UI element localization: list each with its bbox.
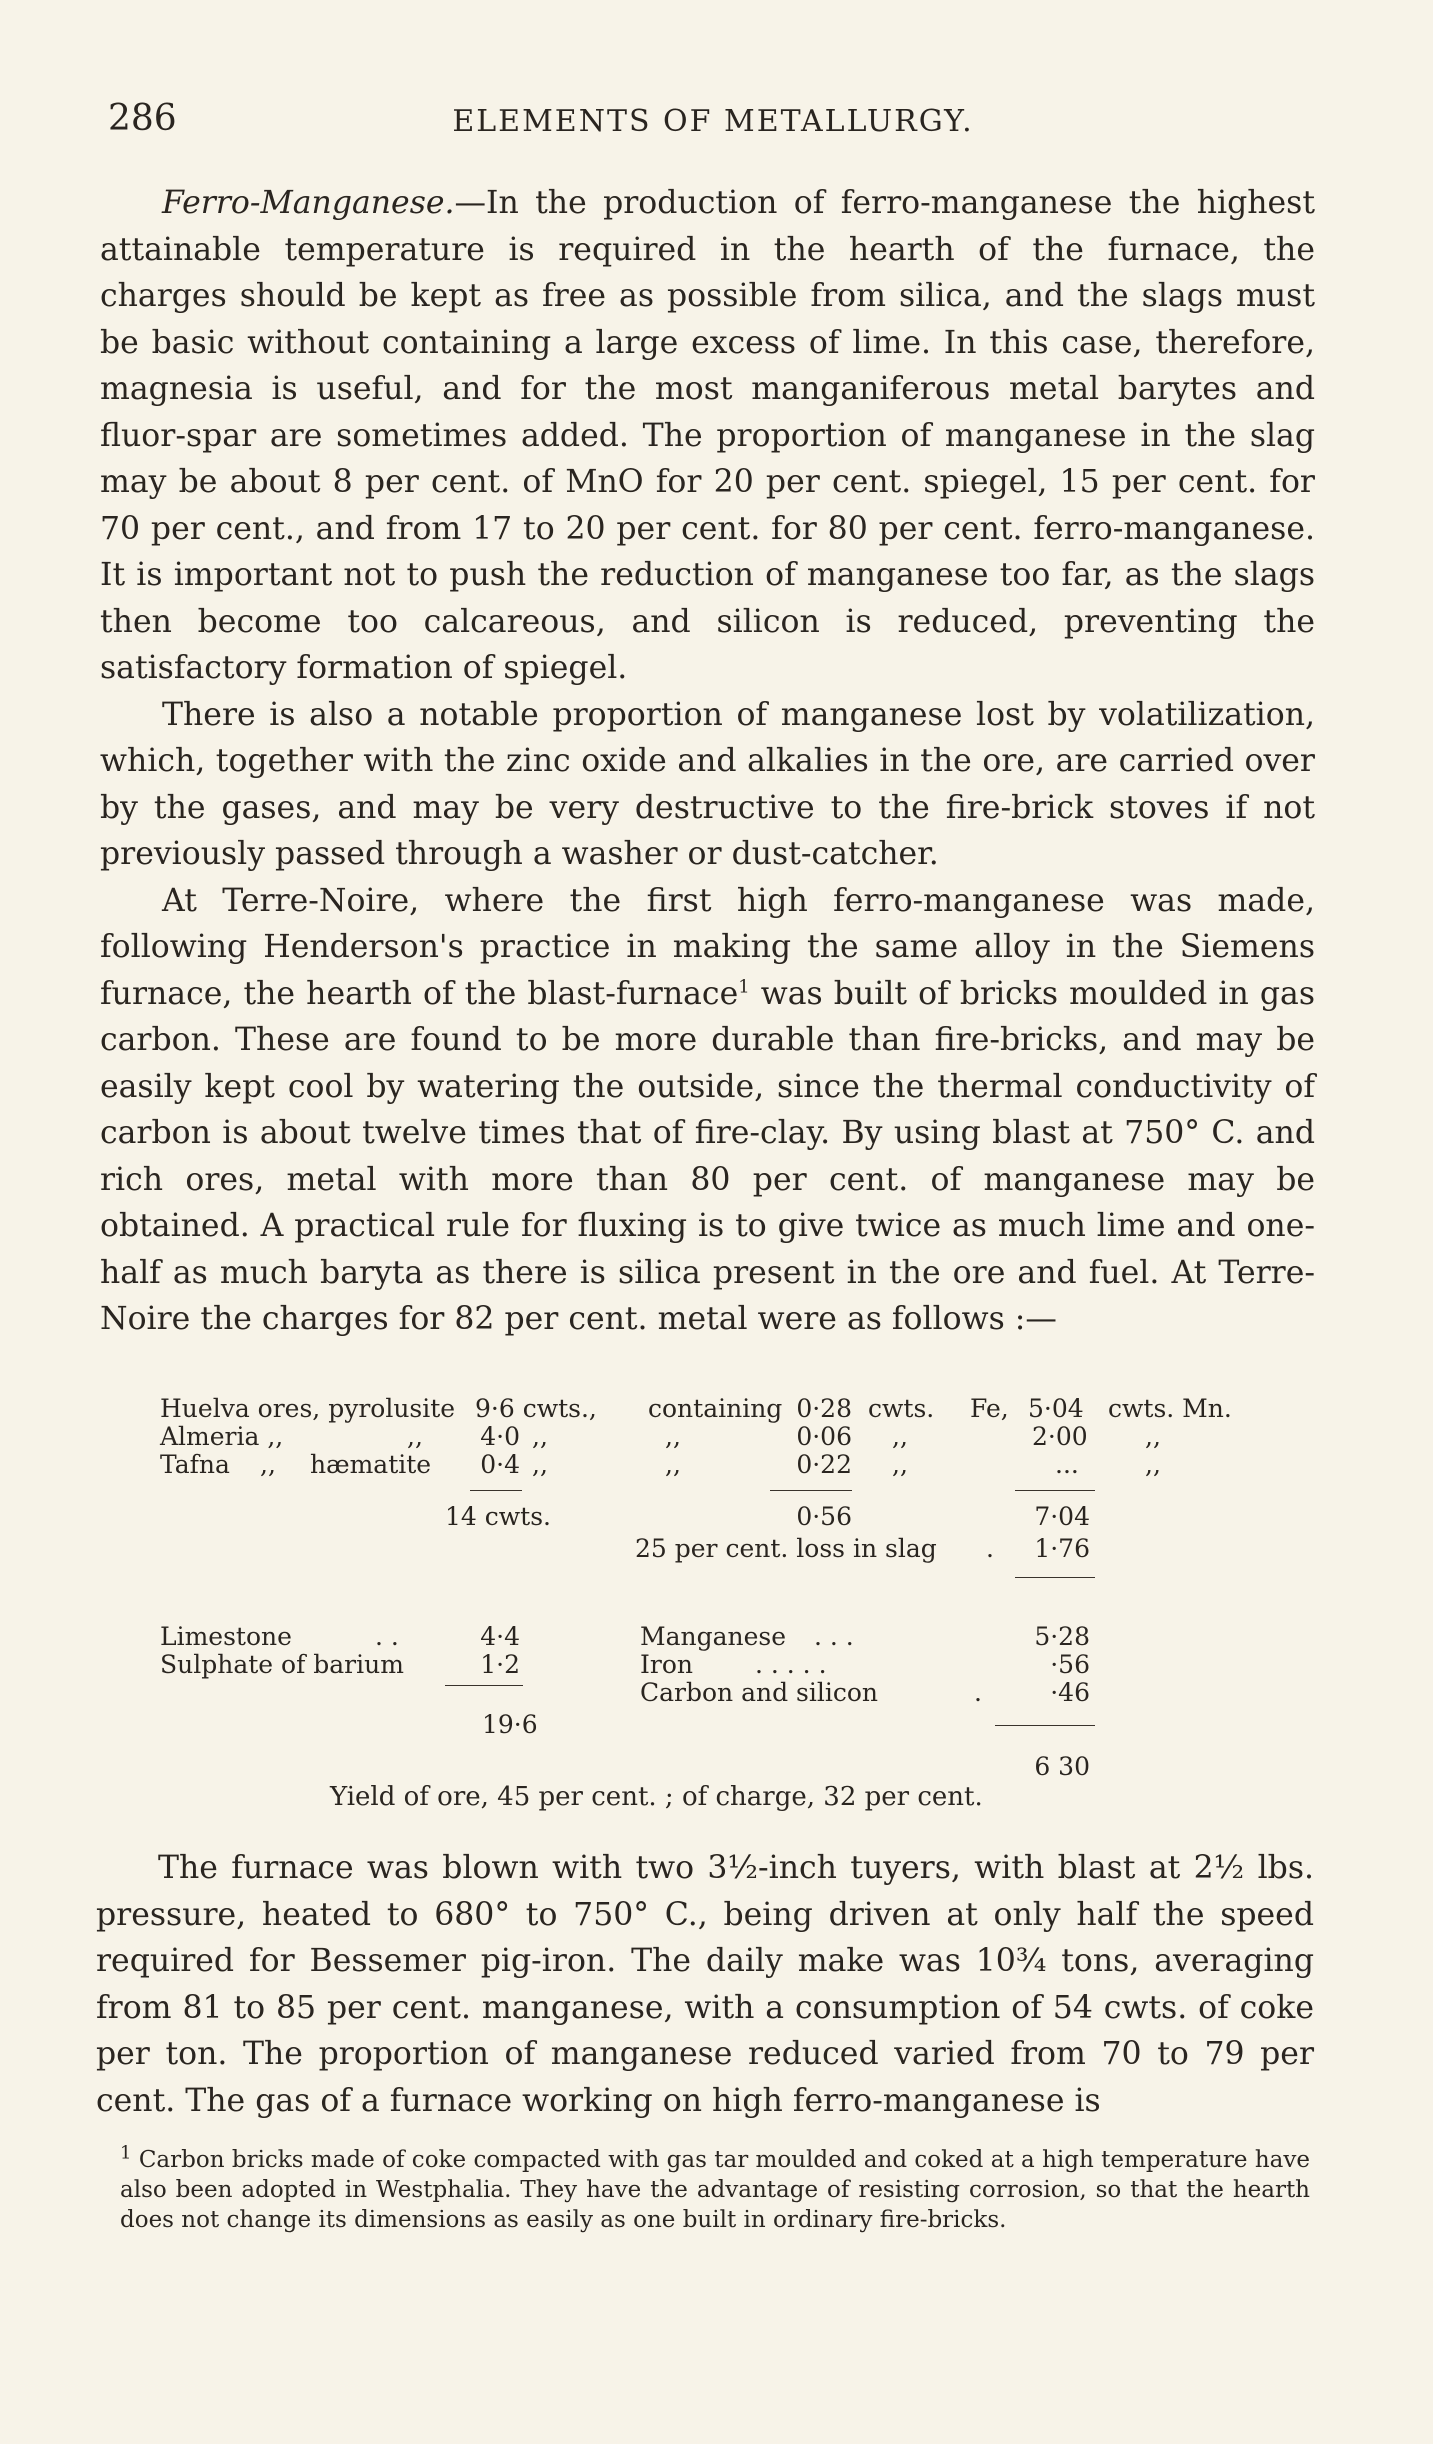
material-cell: Tafna bbox=[160, 1450, 230, 1479]
subtotal-fe: 0·56 bbox=[796, 1502, 852, 1531]
paragraph: The furnace was blown with two 3½-inch tuyers, with blast at 2½ lbs. pressure, heated to 680° to 750° C., being driven at only half the speed required for Bessemer pig-iron. The daily make was 10¾ tons, averaging from 81 to 85 per cent. manganese, with a consumption of 54 cwts. of coke per ton. The proportion of manganese reduced varied from 70 to 79 per cent. The gas of a furnace working on high ferro-manganese is bbox=[96, 1850, 1314, 2119]
analysis-label: Manganese bbox=[640, 1622, 787, 1651]
page-number: 286 bbox=[108, 98, 177, 139]
mn-rule bbox=[1015, 1490, 1095, 1491]
fe-rule bbox=[770, 1490, 852, 1491]
fe-ditto: ,, bbox=[892, 1450, 908, 1479]
material-ditto: ,, bbox=[407, 1422, 423, 1451]
footnote-ref: 1 bbox=[738, 976, 750, 997]
loss-dot: . bbox=[986, 1534, 994, 1563]
subtotal-qty: 14 cwts. bbox=[445, 1502, 551, 1531]
qty-cell: 4·0 bbox=[480, 1422, 520, 1451]
body-text bbox=[100, 180, 1315, 1343]
mn-ditto: ,, bbox=[1145, 1450, 1161, 1479]
section-lead: Ferro-Manganese. bbox=[162, 185, 455, 221]
paragraph-text: At Terre-Noire, where the first high ferro-manganese was made, following Henderson's practice in making the same alloy in the Siemens furnace, the hearth of the blast-furnace bbox=[100, 882, 1315, 1012]
barium-label: Sulphate of barium bbox=[160, 1650, 404, 1679]
mn-rule bbox=[1015, 1577, 1095, 1578]
total-charge: 19·6 bbox=[482, 1710, 538, 1739]
analysis-dots: . . . bbox=[814, 1622, 854, 1651]
footnote bbox=[120, 2142, 1311, 2235]
containing-cell: containing bbox=[648, 1394, 783, 1423]
fe-cell: 0·22 bbox=[796, 1450, 852, 1479]
mn-cell: 2·00 bbox=[1032, 1422, 1088, 1451]
fe-ditto: ,, bbox=[892, 1422, 908, 1451]
containing-ditto: ,, bbox=[665, 1422, 681, 1451]
footnote-marker: 1 bbox=[120, 2142, 132, 2164]
analysis-total: 6 30 bbox=[1034, 1752, 1090, 1781]
analysis-value: 5·28 bbox=[1034, 1622, 1090, 1651]
fe-label-cell: Fe, bbox=[970, 1394, 1009, 1423]
limestone-label: Limestone bbox=[160, 1622, 292, 1651]
qty-rule bbox=[470, 1490, 522, 1491]
containing-ditto: ,, bbox=[665, 1450, 681, 1479]
paragraph bbox=[100, 180, 1315, 692]
running-head: ELEMENTS OF METALLURGY. bbox=[452, 104, 974, 139]
fe-cell: 0·06 bbox=[796, 1422, 852, 1451]
material-cell: Huelva ores, pyrolusite bbox=[160, 1394, 456, 1423]
analysis-label: Iron bbox=[640, 1650, 693, 1679]
footnote-text: Carbon bricks made of coke compacted with gas tar moulded and coked at a high temperature have also been adopted in Westphalia. They have the advantage of resisting corrosion, so that the hearth does not change its dimensions as easily as one built in ordinary fire-bricks. bbox=[120, 2147, 1311, 2233]
yield-line: Yield of ore, 45 per cent. ; of charge, 32 per cent. bbox=[330, 1782, 983, 1812]
analysis-dots: . bbox=[974, 1678, 982, 1707]
paragraph-text: was built of bricks moulded in gas carbon. These are found to be more durable than fire-bricks, and may be easily kept cool by watering the outside, since the thermal conductivity of carbon is about twelve times that of fire-clay. By using blast at 750° C. and rich ores, metal with more than 80 per cent. of manganese may be obtained. A practical rule for fluxing is to give twice as much lime and one-half as much baryta as there is silica present in the ore and fuel. At Terre-Noire the charges for 82 per cent. metal were as follows :— bbox=[100, 975, 1315, 1337]
mn-ditto: ,, bbox=[1145, 1422, 1161, 1451]
barium-value: 1·2 bbox=[480, 1650, 520, 1679]
qty-ditto: ,, bbox=[532, 1450, 548, 1479]
material-ditto: ,, bbox=[260, 1450, 276, 1479]
limestone-value: 4·4 bbox=[480, 1622, 520, 1651]
subtotal-mn: 7·04 bbox=[1034, 1502, 1090, 1531]
analysis-dots: . . . . . bbox=[755, 1650, 827, 1679]
mn-cell: 5·04 bbox=[1028, 1394, 1084, 1423]
analysis-value: ·56 bbox=[1050, 1650, 1090, 1679]
fe-unit-cell: cwts. bbox=[868, 1394, 935, 1423]
qty-cell: 0·4 bbox=[480, 1450, 520, 1479]
page-header bbox=[108, 98, 1318, 148]
analysis-value: ·46 bbox=[1050, 1678, 1090, 1707]
loss-label: 25 per cent. loss in slag bbox=[635, 1534, 937, 1563]
paragraph bbox=[100, 692, 1315, 878]
mn-cell: ... bbox=[1055, 1450, 1079, 1479]
material-cell: Almeria ,, bbox=[160, 1422, 284, 1451]
mn-unit-cell: cwts. Mn. bbox=[1108, 1394, 1232, 1423]
material-type: hæmatite bbox=[310, 1450, 432, 1479]
paragraph bbox=[100, 878, 1315, 1343]
fe-cell: 0·28 bbox=[796, 1394, 852, 1423]
analysis-label: Carbon and silicon bbox=[640, 1678, 879, 1707]
analysis-rule bbox=[995, 1725, 1095, 1726]
loss-value: 1·76 bbox=[1034, 1534, 1090, 1563]
paragraph-text: There is also a notable proportion of manganese lost by volatilization, which, together with the zinc oxide and alkalies in the ore, are carried over by the gases, and may be very destructive to the fire-brick stoves if not previously passed through a washer or dust-catcher. bbox=[100, 696, 1315, 872]
qty-ditto: ,, bbox=[532, 1422, 548, 1451]
qty-cell: 9·6 cwts., bbox=[475, 1394, 597, 1423]
limestone-dots: . . bbox=[375, 1622, 399, 1651]
charge-rule bbox=[445, 1685, 523, 1686]
charge-table bbox=[160, 1395, 1250, 1835]
paragraph-text: —In the production of ferro-manganese the highest attainable temperature is required in the hearth of the furnace, the charges should be kept as free as possible from silica, and the slags must be basic without containing a large excess of lime. In this case, therefore, magnesia is useful, and for the most manganiferous metal barytes and fluor-spar are sometimes added. The proportion of manganese in the slag may be about 8 per cent. of MnO for 20 per cent. spiegel, 15 per cent. for 70 per cent., and from 17 to 20 per cent. for 80 per cent. ferro-manganese. It is important not to push the reduction of manganese too far, as the slags then become too calcareous, and silicon is reduced, preventing the satisfactory formation of spiegel. bbox=[100, 185, 1315, 686]
